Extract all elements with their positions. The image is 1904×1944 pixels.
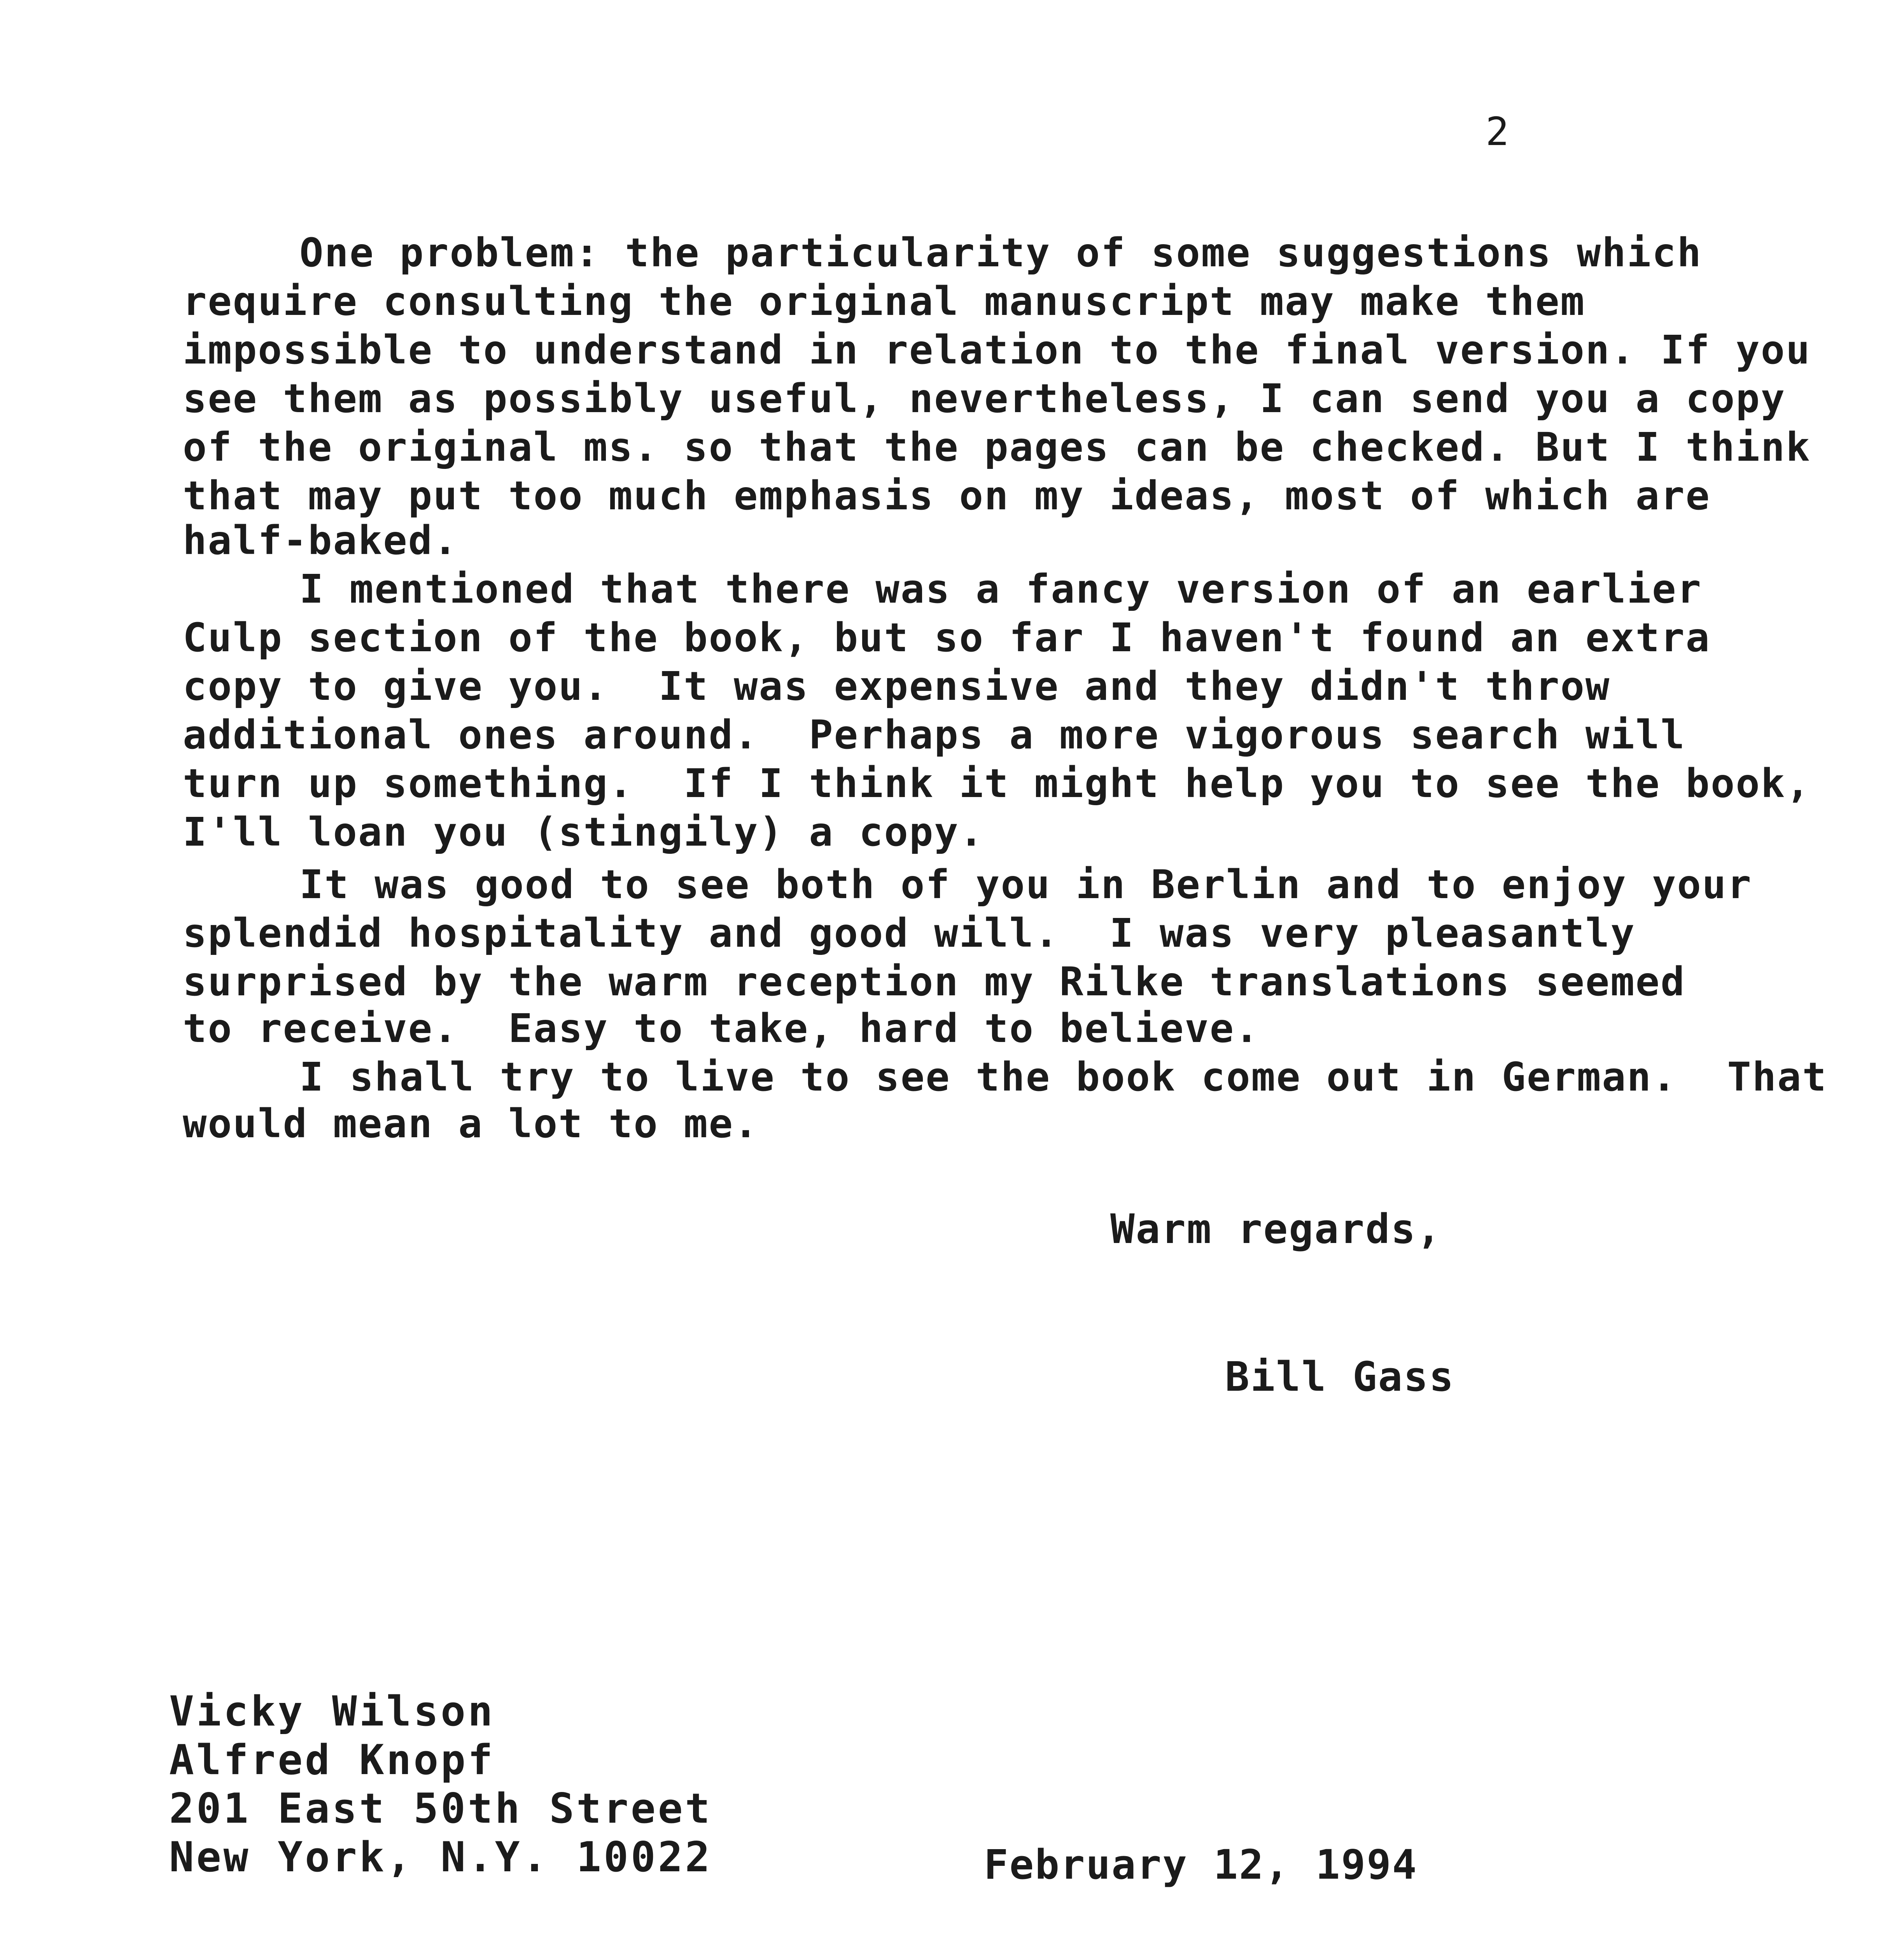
text-line: that may put too much emphasis on my ideas, most of which are [183,473,1711,519]
text-line: impossible to understand in relation to the final version. If you [183,327,1811,373]
text-line: splendid hospitality and good will. I was very pleasantly [183,910,1636,956]
recipient-name: Vicky Wilson [169,1687,495,1735]
text-line: to receive. Easy to take, hard to believe. [183,1005,1260,1052]
signature: Bill Gass [1225,1353,1455,1400]
text-line: copy to give you. It was expensive and they didn't throw [183,663,1611,710]
recipient-city: New York, N.Y. 10022 [169,1833,712,1881]
text-line: surprised by the warm reception my Rilke translations seemed [183,959,1686,1005]
text-line: see them as possibly useful, nevertheless, I can send you a copy [183,376,1786,422]
text-line: I shall try to live to see the book come out in German. That [299,1054,1827,1100]
text-line: additional ones around. Perhaps a more vigorous search will [183,712,1686,758]
text-line: I mentioned that there was a fancy version of an earlier [299,566,1702,612]
text-line: would mean a lot to me. [183,1101,759,1147]
recipient-company: Alfred Knopf [169,1736,495,1784]
text-line: I'll loan you (stingily) a copy. [183,809,985,855]
text-line: half-baked. [183,517,458,564]
text-line: of the original ms. so that the pages can be checked. But I think [183,424,1811,470]
text-line: It was good to see both of you in Berlin and to enjoy your [299,862,1752,908]
closing: Warm regards, [1110,1205,1442,1253]
text-line: turn up something. If I think it might help you to see the book, [183,760,1811,807]
recipient-street: 201 East 50th Street [169,1785,712,1832]
page-number: 2 [1486,109,1511,154]
letter-date: February 12, 1994 [984,1841,1418,1888]
text-line: Culp section of the book, but so far I haven't found an extra [183,615,1711,661]
text-line: require consulting the original manuscript may make them [183,278,1586,325]
text-line: One problem: the particularity of some suggestions which [299,230,1702,276]
